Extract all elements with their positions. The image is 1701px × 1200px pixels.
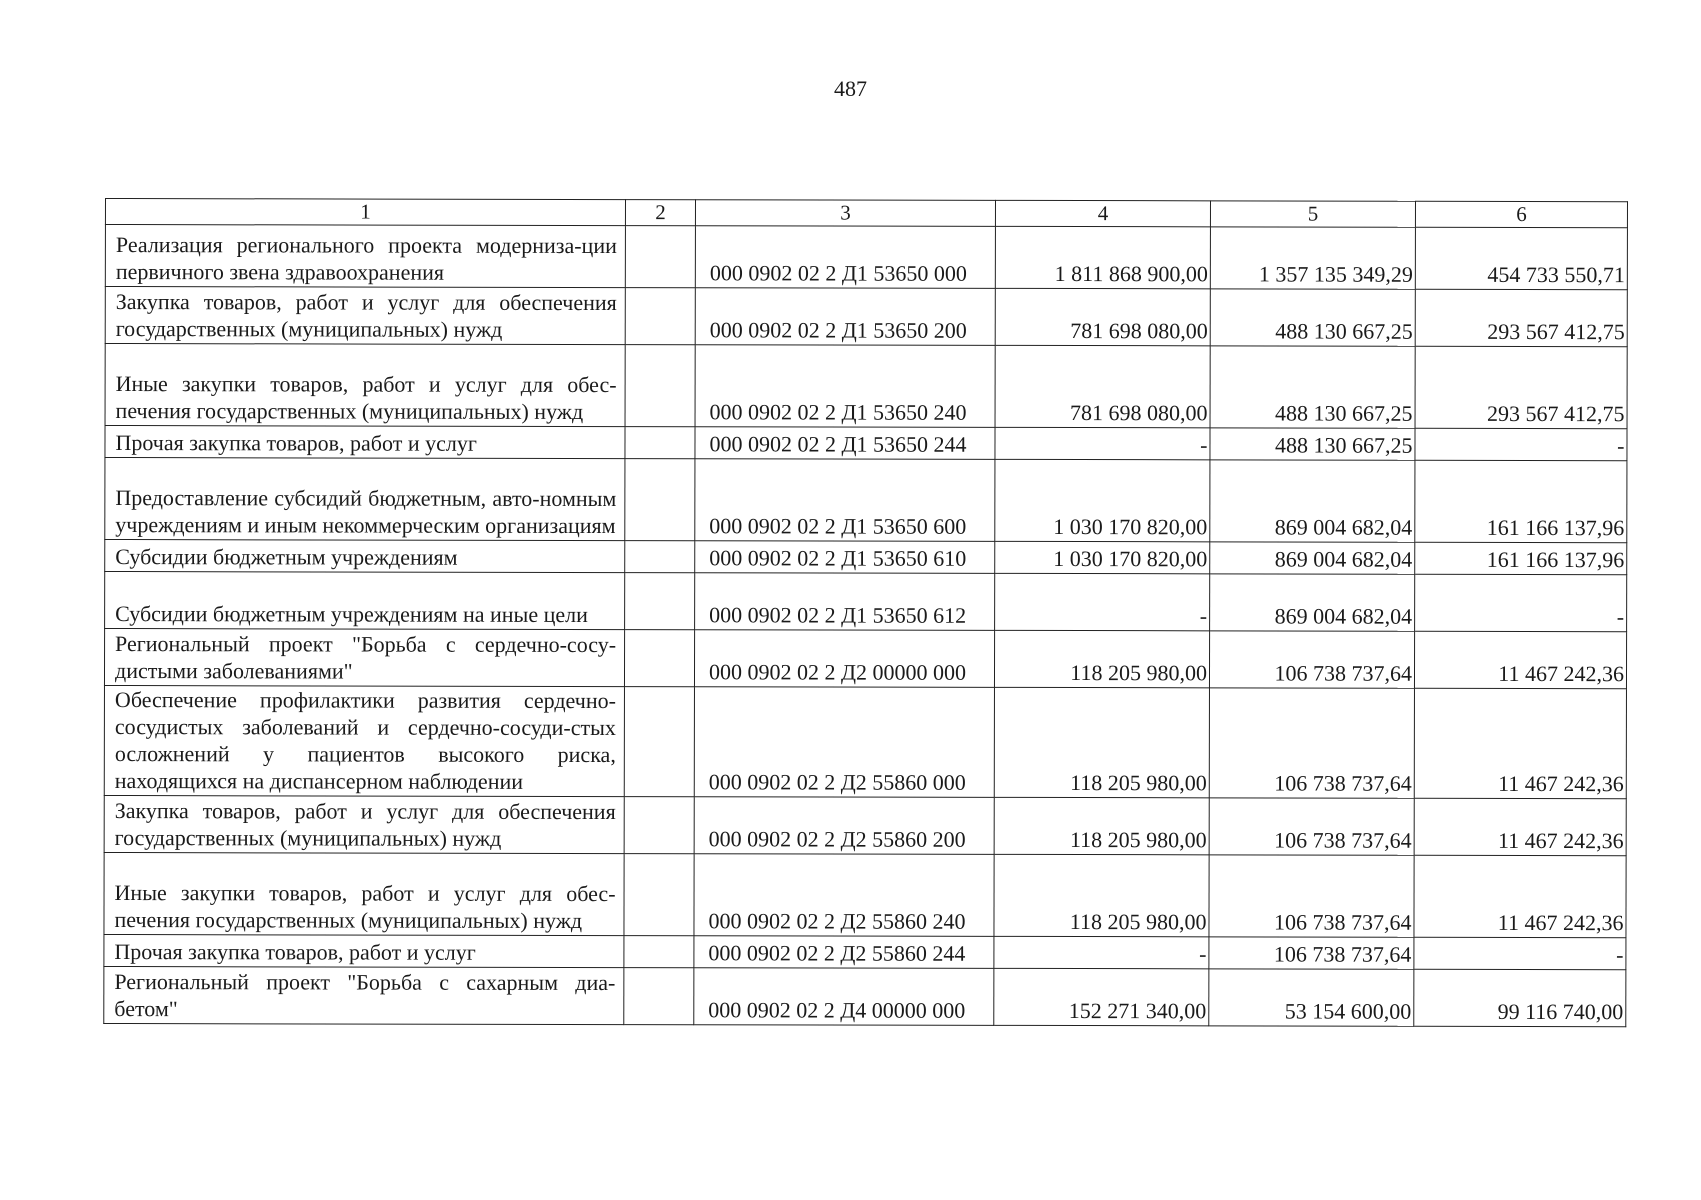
table-row xyxy=(105,572,1627,632)
row-amount-exec-cell: 106 738 737,64 xyxy=(1209,855,1414,937)
table-row xyxy=(105,225,1627,290)
row-amount-exec-cell: 488 130 667,25 xyxy=(1210,289,1415,346)
row-amount-rest-cell: 293 567 412,75 xyxy=(1415,346,1627,428)
row-amount-rest-cell: - xyxy=(1414,937,1626,969)
row-amount-rest-cell: 454 733 550,71 xyxy=(1415,227,1627,289)
column-header: 5 xyxy=(1210,201,1415,227)
column-header: 3 xyxy=(695,200,995,227)
row-amount-plan-cell: 118 205 980,00 xyxy=(994,854,1209,936)
row-amount-rest-cell: 161 166 137,96 xyxy=(1415,460,1627,542)
table-row xyxy=(105,287,1627,347)
row-col2-cell xyxy=(624,854,694,936)
row-col2-cell xyxy=(625,541,695,573)
row-amount-plan-cell: - xyxy=(994,936,1209,968)
row-col2-cell xyxy=(624,936,694,968)
table-row xyxy=(104,795,1626,855)
row-col2-cell xyxy=(624,687,694,797)
row-code-cell: 000 0902 02 2 Д1 53650 200 xyxy=(695,288,995,346)
row-amount-rest-cell: 161 166 137,96 xyxy=(1415,542,1627,574)
row-code-cell: 000 0902 02 2 Д2 55860 240 xyxy=(694,854,994,937)
row-col2-cell xyxy=(625,459,695,541)
row-amount-exec-cell: 53 154 600,00 xyxy=(1209,969,1414,1026)
row-amount-exec-cell: 106 738 737,64 xyxy=(1209,937,1414,969)
row-amount-rest-cell: 293 567 412,75 xyxy=(1415,289,1627,346)
row-name-cell: Региональный проект "Борьба с сахарным диа-бетом" xyxy=(104,966,624,1024)
table-row xyxy=(104,966,1626,1026)
row-name-cell: Закупка товаров, работ и услуг для обеспечения государственных (муниципальных) нужд xyxy=(105,287,625,345)
row-name-cell: Реализация регионального проекта модерниза-ции первичного звена здравоохранения xyxy=(105,225,625,288)
row-code-cell: 000 0902 02 2 Д2 55860 200 xyxy=(694,797,994,855)
row-amount-plan-cell: 118 205 980,00 xyxy=(994,630,1209,687)
row-name-cell: Прочая закупка товаров, работ и услуг xyxy=(104,934,624,967)
row-amount-exec-cell: 106 738 737,64 xyxy=(1209,688,1414,798)
row-amount-exec-cell: 869 004 682,04 xyxy=(1210,460,1415,542)
row-amount-plan-cell: 1 030 170 820,00 xyxy=(995,459,1210,541)
row-name-cell: Региональный проект "Борьба с сердечно-сосу-дистыми заболеваниями" xyxy=(104,629,624,687)
column-header: 1 xyxy=(105,199,625,226)
budget-table xyxy=(103,198,1628,1027)
row-amount-plan-cell: - xyxy=(995,573,1210,630)
table-row xyxy=(104,934,1626,969)
row-code-cell: 000 0902 02 2 Д2 55860 244 xyxy=(694,936,994,969)
row-amount-rest-cell: - xyxy=(1415,428,1627,460)
row-code-cell: 000 0902 02 2 Д1 53650 610 xyxy=(695,541,995,574)
row-amount-plan-cell: 118 205 980,00 xyxy=(994,687,1209,797)
row-col2-cell xyxy=(625,345,695,427)
row-amount-exec-cell: 869 004 682,04 xyxy=(1210,574,1415,631)
row-amount-rest-cell: 11 467 242,36 xyxy=(1414,631,1626,688)
row-code-cell: 000 0902 02 2 Д2 00000 000 xyxy=(694,630,994,688)
row-amount-exec-cell: 488 130 667,25 xyxy=(1210,428,1415,460)
row-code-cell: 000 0902 02 2 Д1 53650 600 xyxy=(695,459,995,542)
row-code-cell: 000 0902 02 2 Д1 53650 244 xyxy=(695,427,995,460)
row-amount-exec-cell: 106 738 737,64 xyxy=(1209,631,1414,688)
table-row xyxy=(104,852,1626,937)
row-amount-plan-cell: - xyxy=(995,427,1210,459)
row-col2-cell xyxy=(624,797,694,854)
row-code-cell: 000 0902 02 2 Д1 53650 240 xyxy=(695,345,995,428)
column-header: 6 xyxy=(1415,201,1627,227)
row-amount-plan-cell: 118 205 980,00 xyxy=(994,797,1209,854)
row-col2-cell xyxy=(625,427,695,459)
table-row xyxy=(105,344,1627,429)
row-amount-exec-cell: 1 357 135 349,29 xyxy=(1210,227,1415,289)
row-code-cell: 000 0902 02 2 Д2 55860 000 xyxy=(694,687,994,798)
row-amount-rest-cell: 99 116 740,00 xyxy=(1414,969,1626,1026)
row-amount-rest-cell: 11 467 242,36 xyxy=(1414,855,1626,937)
row-amount-plan-cell: 1 030 170 820,00 xyxy=(995,541,1210,573)
row-amount-rest-cell: - xyxy=(1415,574,1627,631)
row-name-cell: Иные закупки товаров, работ и услуг для обес-печения государственных (муниципальных) нужд xyxy=(104,852,624,935)
row-amount-exec-cell: 106 738 737,64 xyxy=(1209,798,1414,855)
row-amount-plan-cell: 781 698 080,00 xyxy=(995,288,1210,345)
table-row xyxy=(104,629,1626,689)
table-header-row xyxy=(105,199,1627,228)
row-code-cell: 000 0902 02 2 Д1 53650 000 xyxy=(695,226,995,289)
row-name-cell: Прочая закупка товаров, работ и услуг xyxy=(105,426,625,459)
table-row xyxy=(105,540,1627,575)
row-amount-plan-cell: 781 698 080,00 xyxy=(995,345,1210,427)
row-col2-cell xyxy=(625,226,695,288)
row-amount-rest-cell: 11 467 242,36 xyxy=(1414,798,1626,855)
row-name-cell: Предоставление субсидий бюджетным, авто-номным учреждениям и иным некоммерческим организациям xyxy=(105,458,625,541)
page-number: 487 xyxy=(834,76,867,101)
row-amount-rest-cell: 11 467 242,36 xyxy=(1414,688,1626,798)
row-col2-cell xyxy=(624,630,694,687)
row-code-cell: 000 0902 02 2 Д1 53650 612 xyxy=(695,573,995,631)
row-col2-cell xyxy=(624,968,694,1025)
table-row xyxy=(105,426,1627,461)
row-amount-exec-cell: 488 130 667,25 xyxy=(1210,346,1415,428)
row-col2-cell xyxy=(625,573,695,630)
row-name-cell: Субсидии бюджетным учреждениям на иные цели xyxy=(105,572,625,630)
row-name-cell: Иные закупки товаров, работ и услуг для обес-печения государственных (муниципальных) нужд xyxy=(105,344,625,427)
column-header: 4 xyxy=(995,200,1210,226)
row-amount-exec-cell: 869 004 682,04 xyxy=(1210,542,1415,574)
row-col2-cell xyxy=(625,288,695,345)
row-code-cell: 000 0902 02 2 Д4 00000 000 xyxy=(694,968,994,1026)
table-row xyxy=(104,686,1626,799)
budget-table-container xyxy=(103,198,1627,1027)
row-amount-plan-cell: 1 811 868 900,00 xyxy=(995,226,1210,288)
row-amount-plan-cell: 152 271 340,00 xyxy=(994,968,1209,1025)
row-name-cell: Закупка товаров, работ и услуг для обеспечения государственных (муниципальных) нужд xyxy=(104,795,624,853)
table-row xyxy=(105,458,1627,543)
row-name-cell: Обеспечение профилактики развития сердечно-сосудистых заболеваний и сердечно-сосуди-стых осложнений у пациентов высокого риска, находящихся на диспансерном наблюдении xyxy=(104,686,624,797)
row-name-cell: Субсидии бюджетным учреждениям xyxy=(105,540,625,573)
column-header: 2 xyxy=(625,200,695,226)
